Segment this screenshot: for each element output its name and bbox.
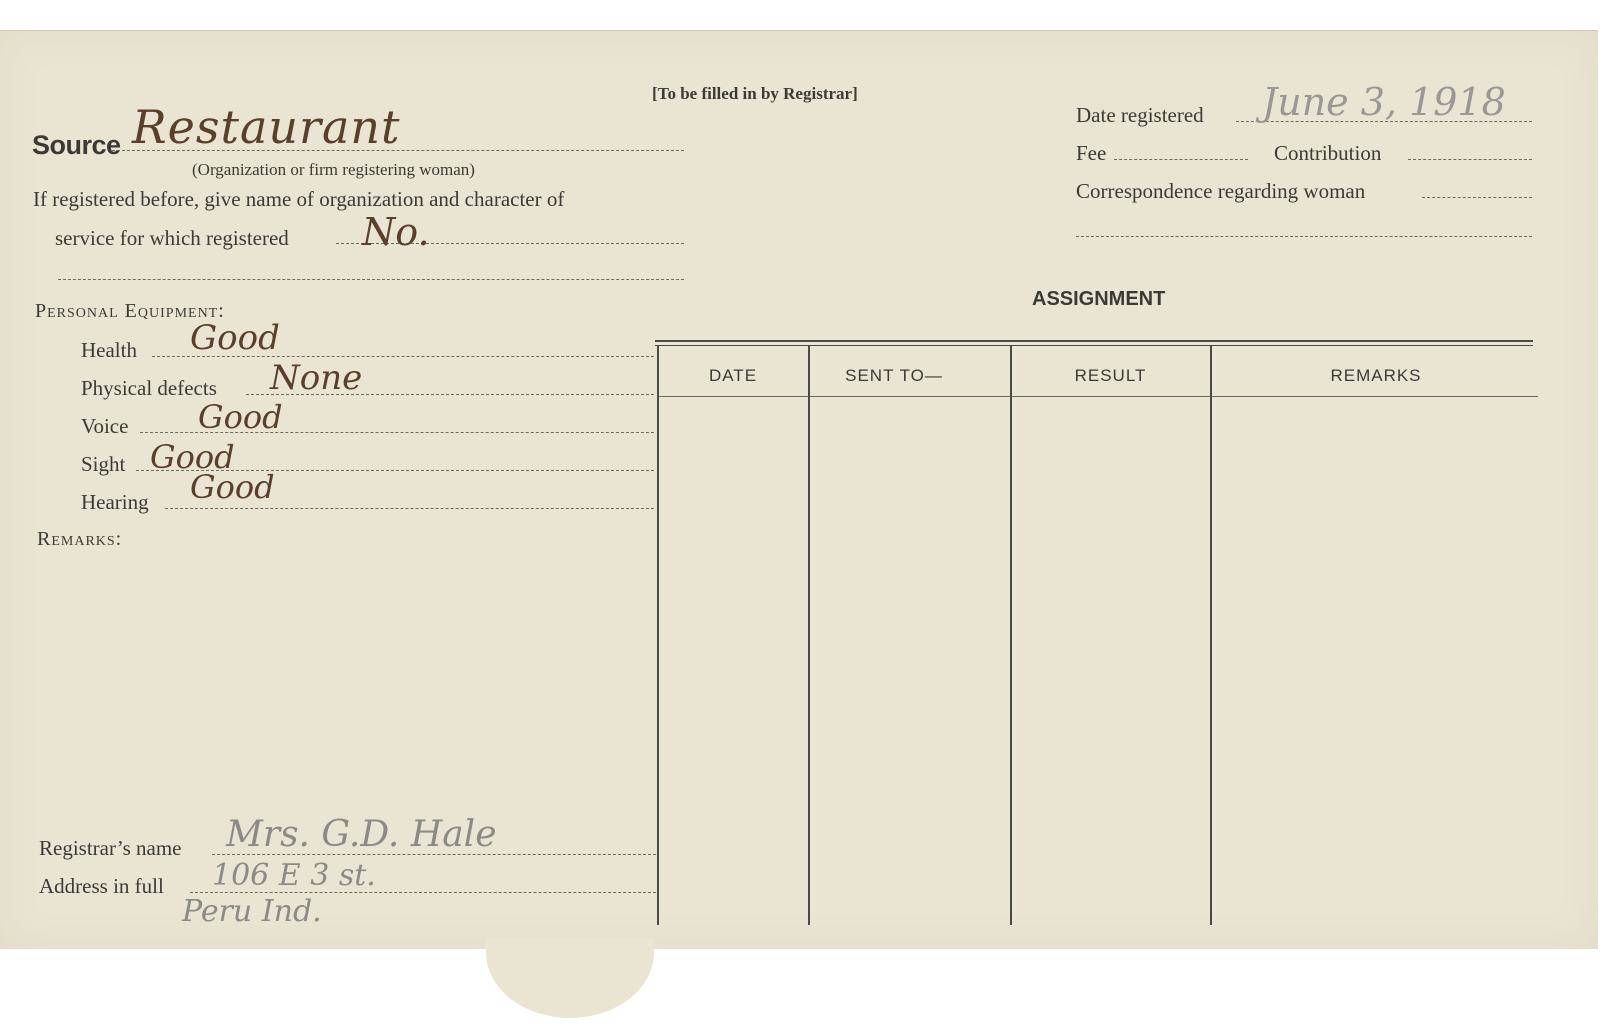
column-divider-1 — [808, 345, 810, 925]
card-tab — [486, 938, 654, 1018]
health-label: Health — [81, 338, 137, 362]
contribution-label: Contribution — [1274, 141, 1382, 165]
fee-line — [1114, 159, 1248, 160]
assignment-top-rule-2 — [655, 345, 1533, 346]
source-handwritten-value: Restaurant — [132, 100, 401, 154]
voice-label: Voice — [81, 414, 129, 438]
correspondence-extra-line — [1076, 236, 1532, 237]
date-registered-label: Date registered — [1076, 103, 1204, 127]
column-divider-0 — [657, 345, 659, 925]
column-header-result: RESULT — [1074, 366, 1147, 385]
column-header-date: DATE — [708, 366, 758, 385]
hearing-handwritten-value: Good — [190, 468, 275, 506]
assignment-title: ASSIGNMENT — [1032, 288, 1166, 310]
physical-defects-label: Physical defects — [81, 376, 217, 400]
column-header-sent-to: SENT TO— — [845, 366, 943, 385]
physical-defects-handwritten-value: None — [270, 358, 363, 398]
sight-label: Sight — [81, 452, 126, 476]
remarks-label: Remarks: — [37, 528, 123, 550]
registrar-name-handwritten-value: Mrs. G.D. Hale — [226, 814, 497, 855]
source-caption: (Organization or firm registering woman) — [192, 160, 475, 179]
column-divider-2 — [1010, 345, 1012, 925]
address-label: Address in full — [39, 874, 164, 898]
registrar-note: [To be filled in by Registrar] — [652, 84, 858, 103]
source-label: Source — [32, 130, 121, 160]
column-header-remarks: REMARKS — [1330, 366, 1422, 385]
registrar-name-label: Registrar’s name — [39, 836, 182, 860]
date-registered-handwritten-value: June 3, 1918 — [1262, 80, 1506, 124]
address-line2-handwritten-value: Peru Ind. — [182, 894, 322, 929]
hearing-line — [165, 508, 654, 509]
address-line1-handwritten-value: 106 E 3 st. — [212, 858, 376, 893]
fee-label: Fee — [1076, 141, 1107, 165]
personal-equipment-heading: Personal Equipment: — [35, 300, 225, 322]
service-label: service for which registered — [55, 226, 289, 250]
column-divider-3 — [1210, 345, 1212, 925]
service-extra-line — [58, 279, 684, 280]
correspondence-label: Correspondence regarding woman — [1076, 179, 1366, 203]
health-handwritten-value: Good — [190, 318, 280, 358]
assignment-header-rule — [658, 396, 1538, 397]
voice-handwritten-value: Good — [198, 398, 283, 436]
hearing-label: Hearing — [81, 490, 149, 514]
contribution-line — [1408, 159, 1532, 160]
previous-registration-question: If registered before, give name of organization and character of — [33, 187, 565, 211]
assignment-top-rule-1 — [655, 340, 1533, 342]
sight-handwritten-value: Good — [150, 438, 235, 476]
correspondence-line — [1422, 197, 1532, 198]
service-handwritten-value: No. — [362, 210, 430, 254]
